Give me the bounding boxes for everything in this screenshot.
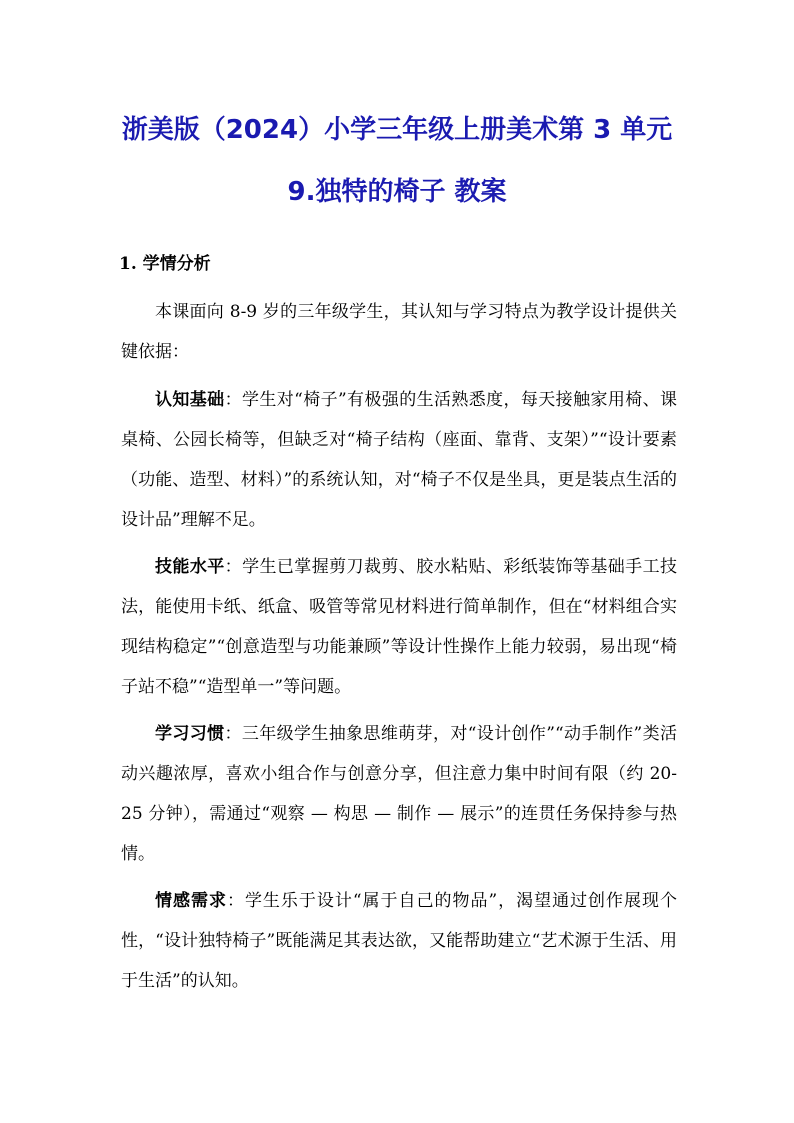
intro-paragraph: 本课面向 8-9 岁的三年级学生，其认知与学习特点为教学设计提供关键依据： xyxy=(121,302,677,362)
paragraph-label: 情感需求 xyxy=(155,891,227,911)
section-heading: 1. 学情分析 xyxy=(119,254,211,274)
paragraph-text: ：学生对“椅子”有极强的生活熟悉度，每天接触家用椅、课桌椅、公园长椅等，但缺乏对“椅子结构（座面、靠背、支架）”“设计要素（功能、造型、材料）”的系统认知，对“椅子不仅是坐具，更是装点生活的设计品”理解不足。 xyxy=(121,390,678,530)
paragraph-label: 学习习惯 xyxy=(155,724,225,744)
paragraph-text: ：学生已掌握剪刀裁剪、胶水粘贴、彩纸装饰等基础手工技法，能使用卡纸、纸盒、吸管等常见材料进行简单制作，但在“材料组合实现结构稳定”“创意造型与功能兼顾”等设计性操作上能力较弱，易出现“椅子站不稳”“造型单一”等问题。 xyxy=(121,557,677,697)
paragraph-text: ：学生乐于设计“属于自己的物品”，渴望通过创作展现个性，“设计独特椅子”既能满足其表达欲，又能帮助建立“艺术源于生活、用于生活”的认知。 xyxy=(121,891,677,991)
paragraph-learning-habits xyxy=(121,714,677,874)
paragraph-label: 认知基础 xyxy=(155,390,225,410)
paragraph-text: ：三年级学生抽象思维萌芽，对“设计创作”“动手制作”类活动兴趣浓厚，喜欢小组合作与创意分享，但注意力集中时间有限（约 20-25 分钟），需通过“观察 — 构思 — 制作 — 展示”的连贯任务保持参与热情。 xyxy=(121,724,677,864)
paragraph-emotional-needs xyxy=(121,881,677,1001)
document-title-line-1: 浙美版（2024）小学三年级上册美术第 3 单元 xyxy=(121,115,673,145)
paragraph-cognitive-basis xyxy=(121,380,677,540)
document-title-line-2: 9.独特的椅子 教案 xyxy=(287,177,507,207)
paragraph-skill-level xyxy=(121,547,677,707)
paragraph-label: 技能水平 xyxy=(155,557,225,577)
